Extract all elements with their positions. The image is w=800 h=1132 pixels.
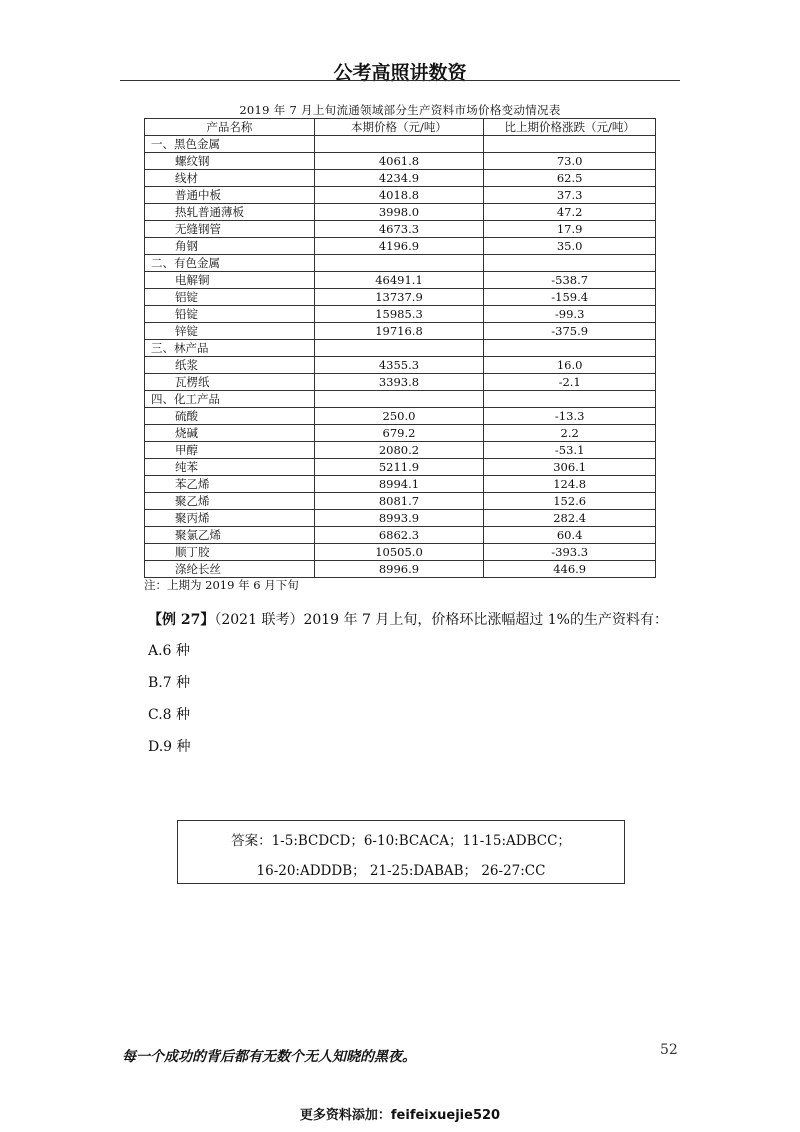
change-cell: 47.2 [484,204,656,221]
table-row [145,442,656,459]
answer-box [177,820,625,884]
change-cell: 282.4 [484,510,656,527]
price-cell: 6862.3 [314,527,484,544]
price-cell: 3393.8 [314,374,484,391]
product-name-cell: 硫酸 [145,408,315,425]
product-name-cell: 锌锭 [145,323,315,340]
table-row [145,561,656,578]
change-cell [484,391,656,408]
header-title: 公考高照讲数资 [333,62,467,84]
price-cell [314,255,484,272]
table-row [145,306,656,323]
change-cell: -375.9 [484,323,656,340]
table-row [145,187,656,204]
product-name-cell: 线材 [145,170,315,187]
table-row [145,476,656,493]
option-c: C.8 种 [148,707,191,723]
product-name-cell: 角钢 [145,238,315,255]
table-row [145,510,656,527]
product-name-cell: 螺纹钢 [145,153,315,170]
product-name-cell: 顺丁胶 [145,544,315,561]
table-category-row [145,136,656,153]
change-cell: 62.5 [484,170,656,187]
product-name-cell: 无缝钢管 [145,221,315,238]
product-name-cell: 聚乙烯 [145,493,315,510]
change-cell: 16.0 [484,357,656,374]
product-name-cell: 苯乙烯 [145,476,315,493]
price-cell [314,136,484,153]
column-header-change: 比上期价格涨跌（元/吨） [484,119,656,136]
option-a: A.6 种 [148,643,190,659]
table-row [145,221,656,238]
product-name-cell: 聚氯乙烯 [145,527,315,544]
price-cell: 250.0 [314,408,484,425]
table-row [145,272,656,289]
table-row [145,323,656,340]
product-name-cell: 聚丙烯 [145,510,315,527]
change-cell: 73.0 [484,153,656,170]
change-cell: 35.0 [484,238,656,255]
table-category-row [145,391,656,408]
price-cell: 13737.9 [314,289,484,306]
change-cell: 152.6 [484,493,656,510]
price-cell: 15985.3 [314,306,484,323]
table-row [145,408,656,425]
page-number: 52 [660,1042,678,1058]
table-title: 2019 年 7 月上旬流通领域部分生产资料市场价格变动情况表 [239,103,561,117]
change-cell [484,136,656,153]
change-cell: 124.8 [484,476,656,493]
product-name-cell: 四、化工产品 [145,391,315,408]
table-row [145,544,656,561]
price-cell: 5211.9 [314,459,484,476]
option-b: B.7 种 [148,675,191,691]
price-cell: 4673.3 [314,221,484,238]
change-cell: 2.2 [484,425,656,442]
table-row [145,153,656,170]
table-row [145,425,656,442]
product-name-cell: 电解铜 [145,272,315,289]
change-cell: -159.4 [484,289,656,306]
price-table [144,118,656,578]
question-tag: 【例 27】 [148,612,215,628]
header-divider [120,80,680,81]
change-cell: -99.3 [484,306,656,323]
price-cell: 8994.1 [314,476,484,493]
product-name-cell: 普通中板 [145,187,315,204]
price-cell: 4196.9 [314,238,484,255]
price-cell: 4234.9 [314,170,484,187]
question-text [148,609,668,629]
table-note: 注：上期为 2019 年 6 月下旬 [144,578,299,592]
product-name-cell: 热轧普通薄板 [145,204,315,221]
footer-motto: 每一个成功的背后都有无数个无人知晓的黑夜。 [122,1049,416,1065]
table-row [145,289,656,306]
price-cell: 4355.3 [314,357,484,374]
change-cell: 60.4 [484,527,656,544]
product-name-cell: 甲醇 [145,442,315,459]
column-header-product: 产品名称 [145,119,315,136]
product-name-cell: 铝锭 [145,289,315,306]
table-category-row [145,255,656,272]
change-cell: 446.9 [484,561,656,578]
product-name-cell: 一、黑色金属 [145,136,315,153]
price-cell: 8996.9 [314,561,484,578]
table-row [145,357,656,374]
product-name-cell: 烧碱 [145,425,315,442]
price-cell: 10505.0 [314,544,484,561]
table-row [145,493,656,510]
change-cell: -53.1 [484,442,656,459]
table-row [145,238,656,255]
change-cell: -2.1 [484,374,656,391]
product-name-cell: 纯苯 [145,459,315,476]
table-row [145,527,656,544]
option-d: D.9 种 [148,739,191,755]
column-header-price: 本期价格（元/吨） [314,119,484,136]
product-name-cell: 瓦楞纸 [145,374,315,391]
price-cell: 3998.0 [314,204,484,221]
answer-line-2: 16-20:ADDDB； 21-25:DABAB； 26-27:CC [256,863,546,879]
change-cell: -13.3 [484,408,656,425]
price-cell: 679.2 [314,425,484,442]
change-cell: 17.9 [484,221,656,238]
price-cell: 2080.2 [314,442,484,459]
footer-contact: 更多资料添加：feifeixuejie520 [299,1108,501,1123]
price-cell [314,340,484,357]
price-cell [314,391,484,408]
table-row [145,170,656,187]
price-cell: 19716.8 [314,323,484,340]
product-name-cell: 三、林产品 [145,340,315,357]
price-cell: 46491.1 [314,272,484,289]
product-name-cell: 涤纶长丝 [145,561,315,578]
change-cell: -393.3 [484,544,656,561]
question-body: （2021 联考）2019 年 7 月上旬，价格环比涨幅超过 1%的生产资料有： [214,612,668,628]
product-name-cell: 二、有色金属 [145,255,315,272]
price-cell: 4061.8 [314,153,484,170]
change-cell [484,340,656,357]
change-cell [484,255,656,272]
table-row [145,204,656,221]
price-cell: 8081.7 [314,493,484,510]
product-name-cell: 纸浆 [145,357,315,374]
price-cell: 4018.8 [314,187,484,204]
change-cell: 37.3 [484,187,656,204]
table-row [145,459,656,476]
table-header-row [145,119,656,136]
table-row [145,374,656,391]
price-cell: 8993.9 [314,510,484,527]
change-cell: 306.1 [484,459,656,476]
product-name-cell: 铅锭 [145,306,315,323]
table-category-row [145,340,656,357]
change-cell: -538.7 [484,272,656,289]
answer-line-1: 答案：1-5:BCDCD；6-10:BCACA；11-15:ADBCC； [231,833,571,849]
